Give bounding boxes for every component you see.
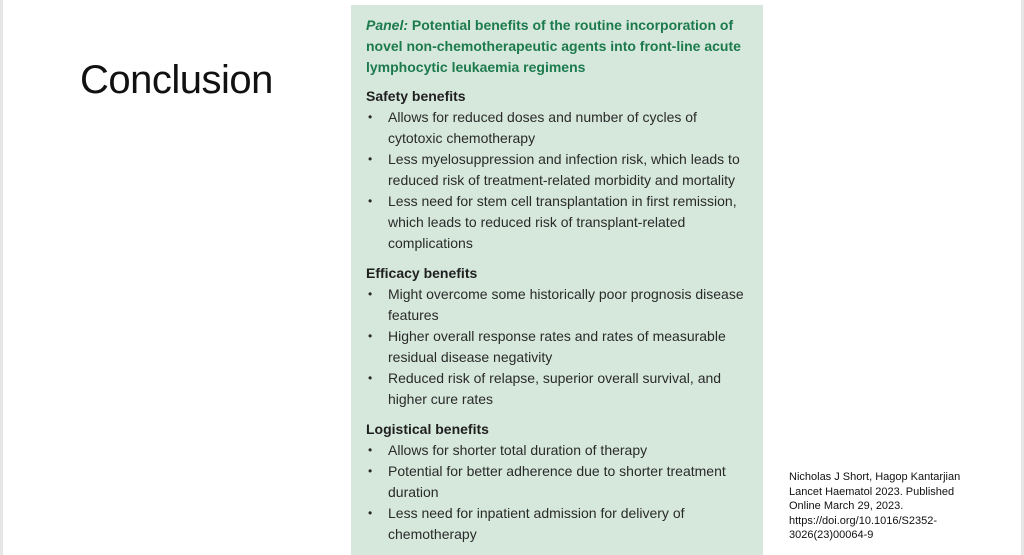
slide-title: Conclusion [80,58,273,102]
bullet-icon: • [368,152,373,166]
list-item [366,326,753,368]
section-safety-benefits [366,86,753,254]
bullet-list [366,440,753,545]
panel-heading [366,15,753,78]
section-efficacy-benefits [366,263,753,410]
citation-authors: Nicholas J Short, Hagop Kantarjian [789,471,961,483]
list-item-text: Might overcome some historically poor prognosis disease features [388,286,744,323]
list-item [366,440,753,461]
citation-journal: Lancet Haematol 2023. Published [789,485,955,498]
list-item [366,191,753,254]
list-item [366,107,753,149]
list-item [366,149,753,191]
bullet-list [366,284,753,410]
benefits-panel [351,5,763,555]
section-title: Safety benefits [366,88,466,104]
panel-label: Panel: [366,17,409,33]
section-logistical-benefits [366,419,753,545]
list-item [366,461,753,503]
list-item-text: Less myelosuppression and infection risk, which leads to reduced risk of treatment-related morbidity and mortality [388,151,740,188]
list-item [366,503,753,545]
citation-doi-link-end[interactable]: 3026(23)00064-9 [789,529,874,542]
section-title: Logistical benefits [366,421,489,437]
bullet-icon: • [368,443,373,457]
panel-heading-text: Potential benefits of the routine incorporation of novel non-chemotherapeutic agents into front-line acute lymphocytic leukaemia regimens [366,17,741,75]
list-item-text: Less need for inpatient admission for delivery of chemotherapy [388,505,685,542]
bullet-icon: • [368,194,373,208]
citation [789,470,979,543]
bullet-icon: • [368,506,373,520]
list-item-text: Less need for stem cell transplantation in first remission, which leads to reduced risk of transplant-related complications [388,193,737,251]
bullet-icon: • [368,110,373,124]
list-item-text: Higher overall response rates and rates of measurable residual disease negativity [388,328,726,365]
citation-doi-link[interactable]: https://doi.org/10.1016/S2352- [789,514,937,527]
bullet-list [366,107,753,254]
section-title: Efficacy benefits [366,265,478,281]
list-item [366,368,753,410]
list-item-text: Reduced risk of relapse, superior overall survival, and higher cure rates [388,370,722,407]
slide-left-edge [0,0,3,555]
list-item [366,284,753,326]
list-item-text: Potential for better adherence due to shorter treatment duration [388,463,726,500]
bullet-icon: • [368,371,373,385]
bullet-icon: • [368,464,373,478]
bullet-icon: • [368,287,373,301]
list-item-text: Allows for reduced doses and number of cycles of cytotoxic chemotherapy [388,109,697,146]
list-item-text: Allows for shorter total duration of therapy [388,442,648,458]
citation-date: Online March 29, 2023. [789,500,904,513]
bullet-icon: • [368,329,373,343]
